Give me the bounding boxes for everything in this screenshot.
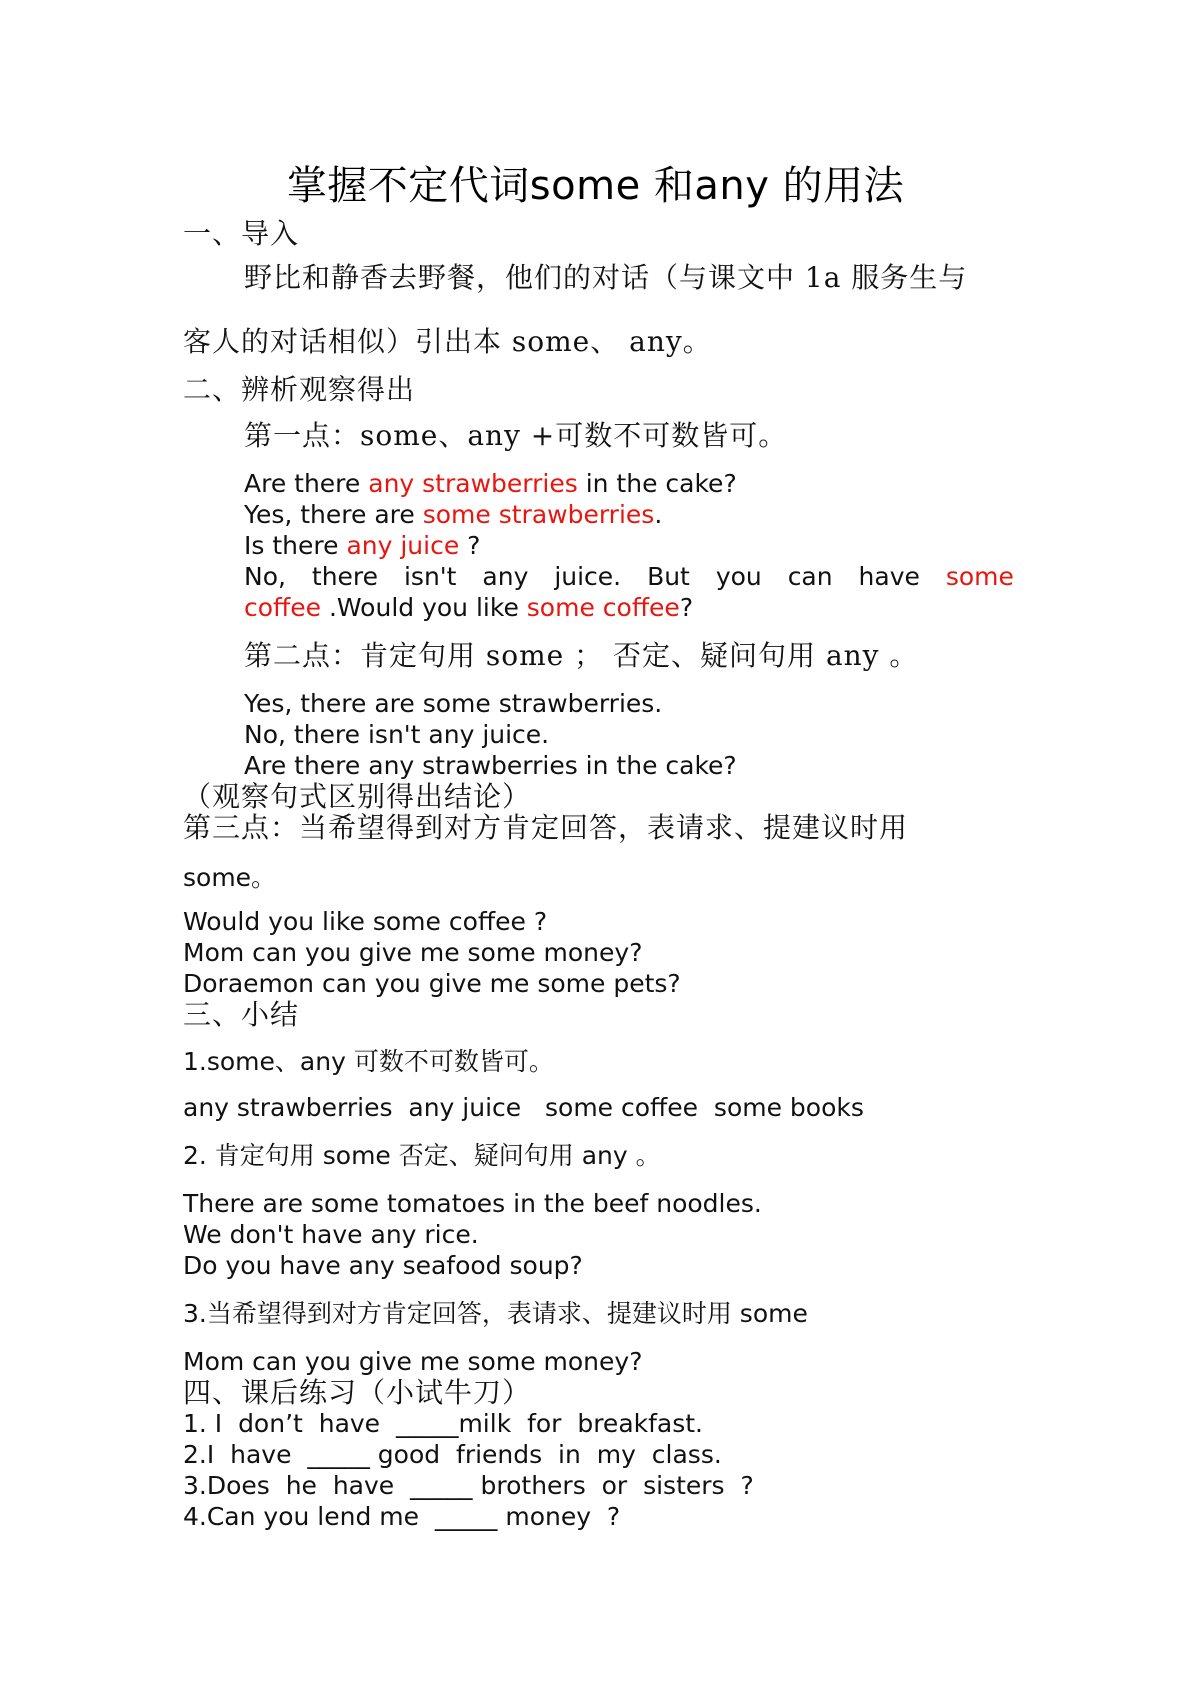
word: But xyxy=(647,562,690,591)
word: juice. xyxy=(554,562,622,591)
highlighted-word: some xyxy=(945,562,1014,591)
section-heading-intro: 一、导入 xyxy=(183,217,300,250)
word: any xyxy=(482,562,529,591)
example-text: .Would you like xyxy=(321,593,527,622)
summary-item-1: 1.some、any 可数不可数皆可。 xyxy=(183,1047,554,1076)
example-text: ? xyxy=(679,593,694,622)
exercise-question-1: 1. I don’t have _____milk for breakfast. xyxy=(183,1409,704,1438)
word: isn't xyxy=(403,562,457,591)
word: there xyxy=(311,562,379,591)
example-text: Yes, there are xyxy=(244,500,423,529)
summary-item-2-example-1: There are some tomatoes in the beef noodles. xyxy=(183,1189,762,1218)
exercise-question-3: 3.Does he have _____ brothers or sisters ? xyxy=(183,1471,754,1500)
point-three-example-2: Mom can you give me some money? xyxy=(183,938,643,967)
word: No, xyxy=(244,562,286,591)
observe-note: （观察句式区别得出结论） xyxy=(183,780,532,813)
section-heading-analysis: 二、辨析观察得出 xyxy=(183,373,416,406)
example-line-3 xyxy=(244,530,480,562)
point-two-example-3: Are there any strawberries in the cake? xyxy=(244,751,737,780)
example-text: . xyxy=(654,500,663,529)
exercise-question-2: 2.I have _____ good friends in my class. xyxy=(183,1440,722,1469)
intro-paragraph-line2: 客人的对话相似）引出本 some、 any。 xyxy=(183,325,712,358)
point-two: 第二点：肯定句用 some ； 否定、疑问句用 any 。 xyxy=(244,639,919,672)
point-one: 第一点：some、any +可数不可数皆可。 xyxy=(244,419,788,452)
highlighted-phrase: any juice xyxy=(346,531,460,560)
exercise-question-4: 4.Can you lend me _____ money ? xyxy=(183,1502,621,1531)
point-three-example-1: Would you like some coffee ? xyxy=(183,907,548,936)
point-three-example-3: Doraemon can you give me some pets? xyxy=(183,969,681,998)
intro-paragraph-line1: 野比和静香去野餐，他们的对话（与课文中 1a 服务生与 xyxy=(244,261,968,294)
example-text: Is there xyxy=(244,531,347,560)
summary-item-3: 3.当希望得到对方肯定回答，表请求、提建议时用 some xyxy=(183,1299,808,1328)
highlighted-phrase: some coffee xyxy=(526,593,680,622)
word: you xyxy=(715,562,762,591)
example-text: ? xyxy=(459,531,481,560)
section-heading-summary: 三、小结 xyxy=(183,998,300,1031)
section-heading-exercises: 四、课后练习（小试牛刀） xyxy=(183,1376,532,1409)
point-two-example-1: Yes, there are some strawberries. xyxy=(244,689,663,718)
example-line-1 xyxy=(244,468,737,500)
word: can xyxy=(787,562,833,591)
point-three-line2: some。 xyxy=(183,863,277,892)
example-line-2 xyxy=(244,499,662,531)
word: have xyxy=(858,562,920,591)
summary-item-2-example-2: We don't have any rice. xyxy=(183,1220,479,1249)
summary-item-1-example: any strawberries any juice some coffee some books xyxy=(183,1093,864,1122)
highlighted-phrase: some strawberries xyxy=(422,500,655,529)
point-two-example-2: No, there isn't any juice. xyxy=(244,720,550,749)
example-text: Are there xyxy=(244,469,369,498)
point-three-line1: 第三点：当希望得到对方肯定回答，表请求、提建议时用 xyxy=(183,811,909,844)
summary-item-3-example: Mom can you give me some money? xyxy=(183,1347,643,1376)
page-title: 掌握不定代词some 和any 的用法 xyxy=(286,163,905,209)
example-line-4-justified xyxy=(244,561,1014,593)
example-text: in the cake? xyxy=(577,469,737,498)
highlighted-phrase: any strawberries xyxy=(368,469,578,498)
highlighted-word: coffee xyxy=(244,593,322,622)
summary-item-2: 2. 肯定句用 some 否定、疑问句用 any 。 xyxy=(183,1141,661,1170)
summary-item-2-example-3: Do you have any seafood soup? xyxy=(183,1251,583,1280)
example-line-5 xyxy=(244,592,693,624)
